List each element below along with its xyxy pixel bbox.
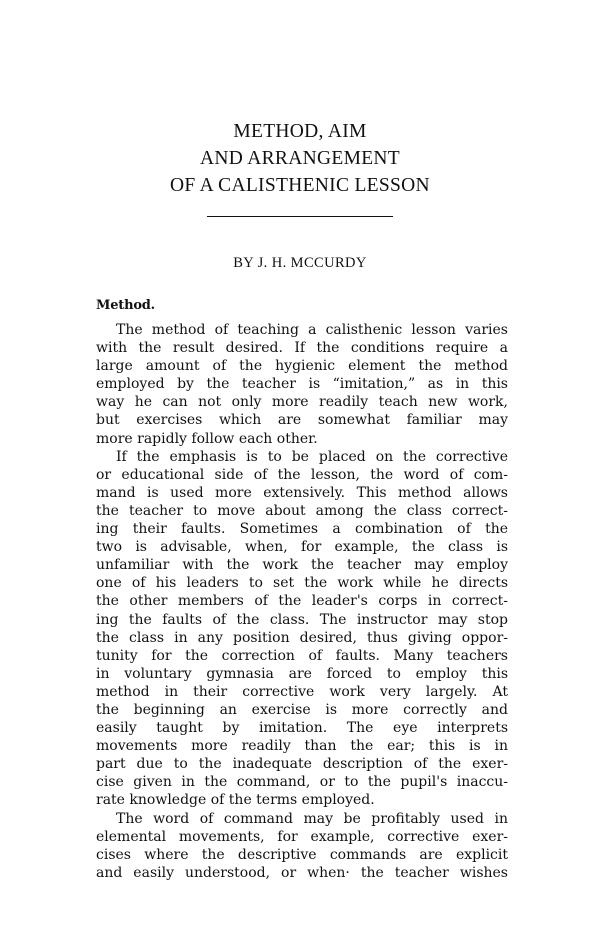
- paragraph: [96, 321, 508, 448]
- text-line: the other members of the leader's corps in correct-: [96, 593, 508, 610]
- text-line: the class in any position desired, thus giving oppor-: [96, 629, 508, 646]
- text-line: and easily understood, or when· the teacher wishes: [96, 864, 508, 881]
- text-line: easily taught by imitation. The eye interprets: [96, 720, 508, 737]
- text-line: cises where the descriptive commands are explicit: [96, 846, 508, 863]
- text-line: with the result desired. If the conditions require a: [96, 340, 508, 357]
- text-line: part due to the inadequate description of the exer-: [96, 756, 508, 773]
- text-line: the beginning an exercise is more correctly and: [96, 701, 508, 718]
- text-line: or educational side of the lesson, the word of com-: [96, 466, 508, 483]
- text-line: more rapidly follow each other.: [96, 430, 318, 447]
- text-line: unfamiliar with the work the teacher may employ: [96, 557, 508, 574]
- body-text: [96, 321, 508, 882]
- text-line: the teacher to move about among the class correct-: [96, 502, 508, 519]
- text-line: way he can not only more readily teach new work,: [96, 394, 508, 411]
- text-line: one of his leaders to set the work while he directs: [96, 575, 508, 592]
- text-line: elemental movements, for example, corrective exer-: [96, 828, 508, 845]
- article-title: [0, 118, 600, 199]
- title-line: AND ARRANGEMENT: [199, 148, 401, 169]
- text-line: ing their faults. Sometimes a combination of the: [96, 521, 508, 538]
- text-line: ing the faults of the class. The instructor may stop: [96, 611, 508, 628]
- text-line: movements more readily than the ear; this is in: [96, 738, 508, 755]
- text-line: tunity for the correction of faults. Many teachers: [96, 647, 508, 664]
- text-line: The method of teaching a calisthenic lesson varies: [116, 322, 508, 338]
- text-line: method in their corrective work very largely. At: [96, 683, 508, 700]
- paragraph: [96, 448, 508, 810]
- text-line: employed by the teacher is “imitation,” as in this: [96, 376, 508, 393]
- text-line: but exercises which are somewhat familiar may: [96, 412, 508, 429]
- text-line: in voluntary gymnasia are forced to employ this: [96, 665, 508, 682]
- text-line: If the emphasis is to be placed on the corrective: [116, 448, 508, 465]
- text-line: mand is used more extensively. This method allows: [96, 484, 508, 501]
- title-divider: [207, 216, 393, 217]
- text-line: two is advisable, when, for example, the class is: [96, 539, 508, 556]
- title-line: OF A CALISTHENIC LESSON: [170, 175, 430, 196]
- title-line: METHOD, AIM: [233, 121, 367, 142]
- text-line: rate knowledge of the terms employed.: [96, 792, 375, 809]
- section-heading: Method.: [96, 298, 156, 313]
- text-line: cise given in the command, or to the pupil's inaccu-: [96, 774, 508, 791]
- text-line: The word of command may be profitably used in: [116, 810, 508, 827]
- text-line: large amount of the hygienic element the method: [96, 358, 508, 375]
- paragraph: [96, 810, 508, 882]
- author-byline: BY J. H. MCCURDY: [233, 255, 367, 271]
